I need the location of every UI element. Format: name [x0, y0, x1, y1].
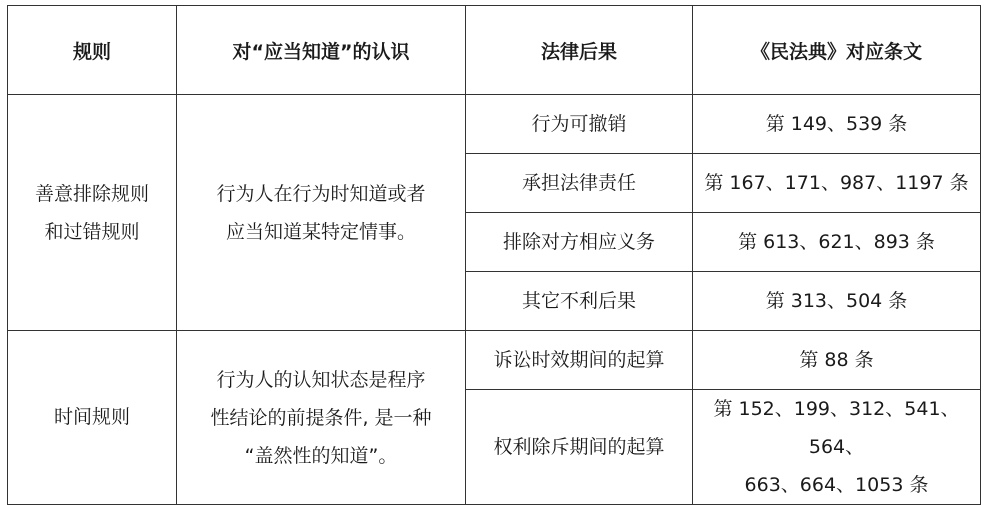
desc-line: 性结论的前提条件, 是一种: [210, 406, 432, 429]
desc-line: “盖然性的知道”。: [244, 444, 398, 467]
table-row: [8, 95, 981, 154]
desc-line: 应当知道某特定情事。: [225, 220, 416, 243]
header-rule: 规则: [8, 6, 177, 95]
desc-line: 行为人的认知状态是程序: [216, 368, 426, 391]
article-cell: 第 313、504 条: [693, 272, 981, 331]
article-cell: 第 149、539 条: [693, 95, 981, 154]
rule-line: 善意排除规则: [34, 182, 149, 205]
rule-line: 和过错规则: [44, 220, 140, 243]
understanding-cell: [177, 95, 466, 331]
consequence-cell: 行为可撤销: [466, 95, 693, 154]
header-consequence: 法律后果: [466, 6, 693, 95]
header-civil-code-article: 《民法典》对应条文: [693, 6, 981, 95]
article-cell: 第 613、621、893 条: [693, 213, 981, 272]
legal-rules-table: [7, 5, 981, 505]
rule-cell: [8, 331, 177, 505]
article-line: 第 152、199、312、541、564、: [713, 398, 960, 458]
article-line: 第 88 条: [799, 348, 874, 371]
article-cell: 第 167、171、987、1197 条: [693, 154, 981, 213]
consequence-cell: 排除对方相应义务: [466, 213, 693, 272]
article-line: 663、664、1053 条: [744, 474, 929, 496]
understanding-cell: [177, 331, 466, 505]
desc-line: 行为人在行为时知道或者: [216, 182, 426, 205]
header-understanding: 对“应当知道”的认识: [177, 6, 466, 95]
article-cell: [693, 331, 981, 390]
consequence-cell: 权利除斥期间的起算: [466, 390, 693, 505]
table-row: [8, 331, 981, 390]
consequence-cell: 承担法律责任: [466, 154, 693, 213]
consequence-cell: 其它不利后果: [466, 272, 693, 331]
rule-cell: [8, 95, 177, 331]
consequence-cell: 诉讼时效期间的起算: [466, 331, 693, 390]
header-row: [8, 6, 981, 95]
article-cell: [693, 390, 981, 505]
rule-line: 时间规则: [53, 406, 130, 428]
